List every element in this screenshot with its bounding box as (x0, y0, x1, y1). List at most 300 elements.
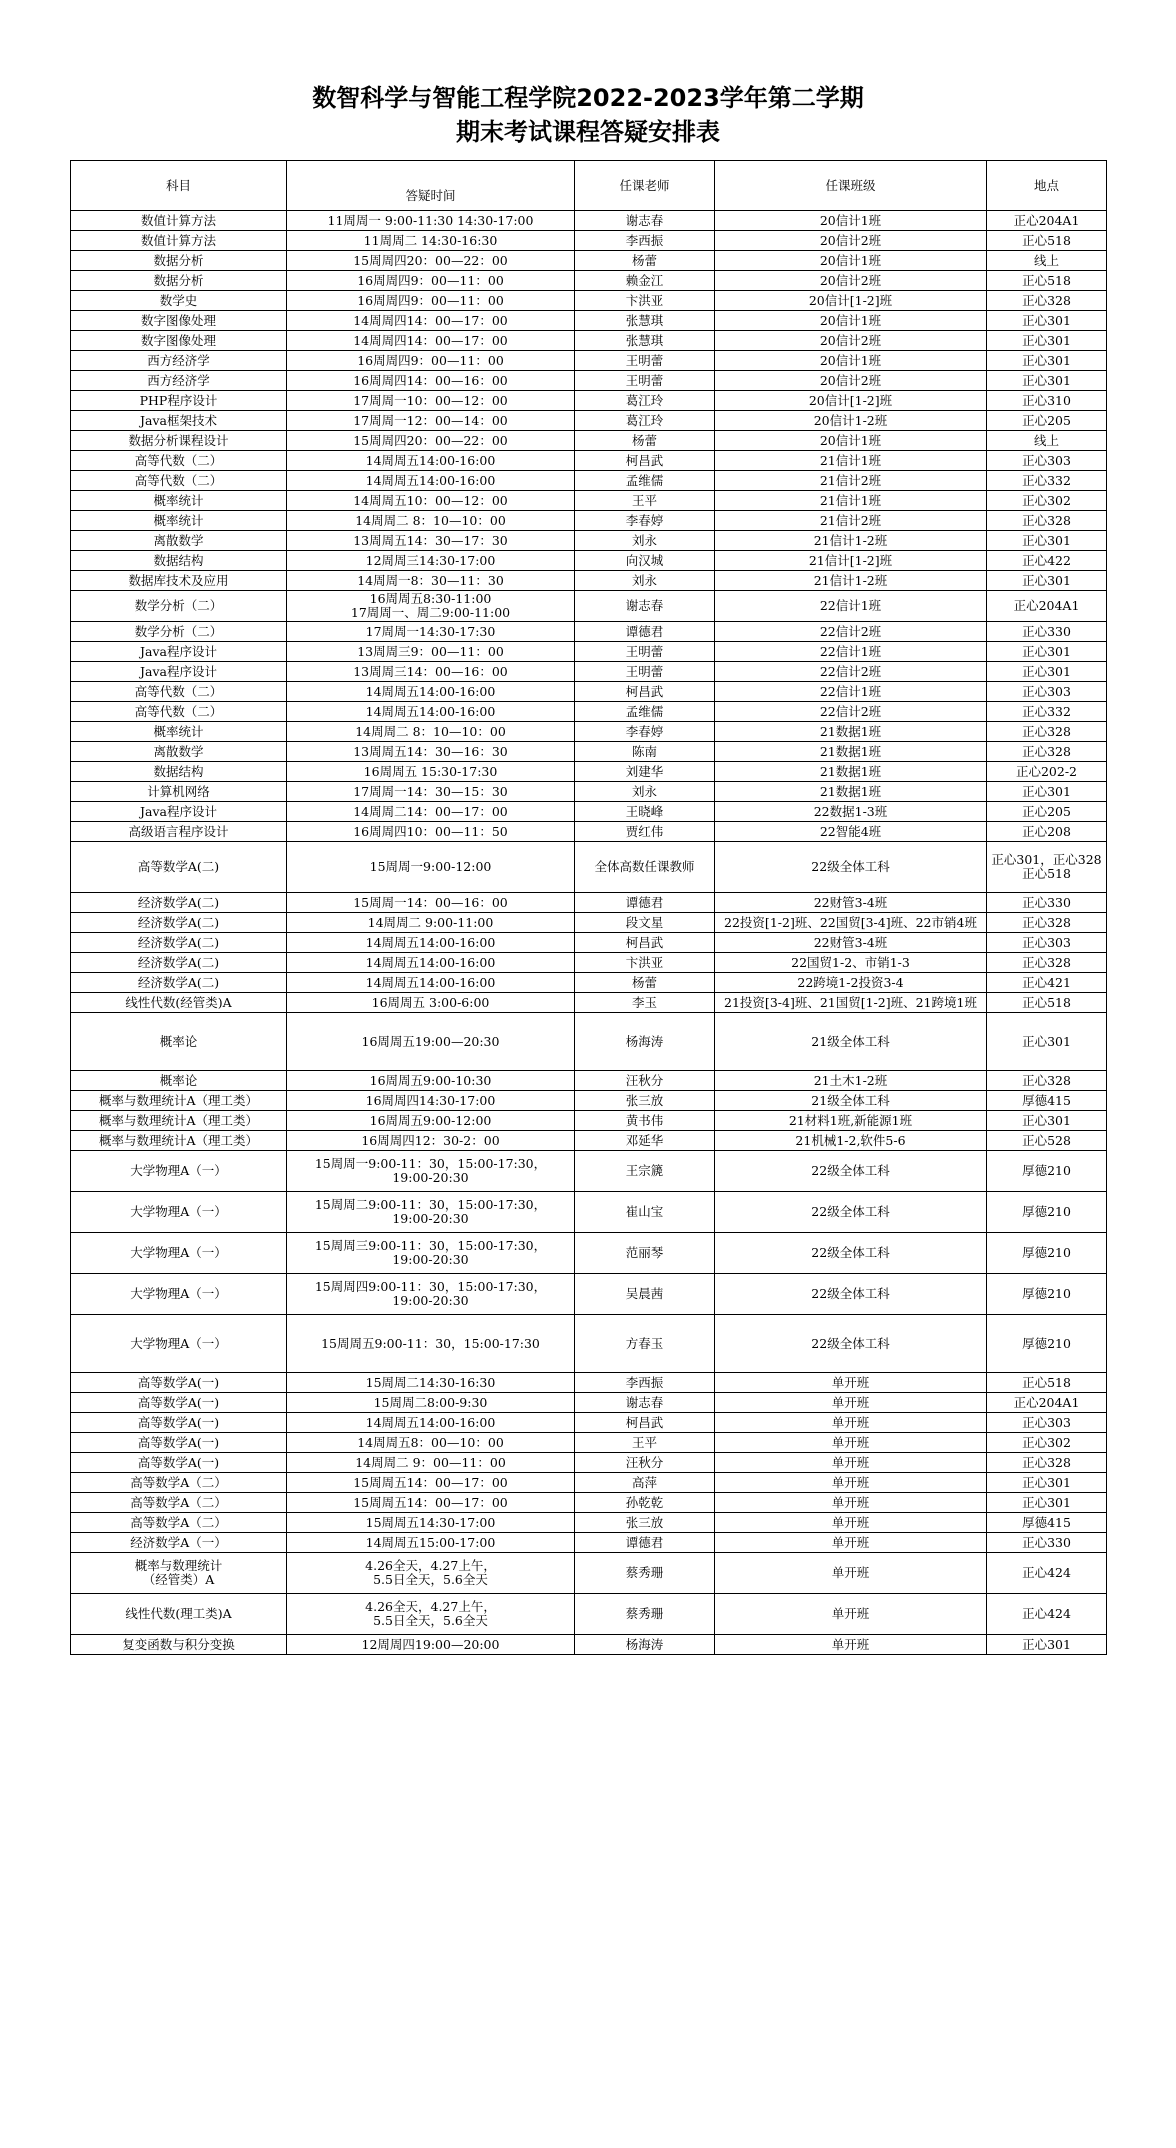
table-row (71, 893, 1107, 913)
cell-teacher: 谢志春 (575, 211, 715, 231)
cell-course: 数学分析（二） (71, 622, 287, 642)
cell-class: 21信计[1-2]班 (715, 551, 987, 571)
cell-location: 正心301 (987, 1473, 1107, 1493)
cell-class: 20信计1-2班 (715, 411, 987, 431)
cell-time: 16周周五9:00-12:00 (287, 1111, 575, 1131)
cell-location: 厚德210 (987, 1315, 1107, 1373)
table-row (71, 411, 1107, 431)
cell-location: 正心301 (987, 1635, 1107, 1655)
cell-teacher: 李西振 (575, 231, 715, 251)
table-row (71, 551, 1107, 571)
cell-teacher: 刘永 (575, 782, 715, 802)
table-row (71, 1493, 1107, 1513)
cell-class: 21土木1-2班 (715, 1071, 987, 1091)
table-row (71, 1192, 1107, 1233)
cell-course: 高等数学A(二) (71, 842, 287, 893)
cell-location: 厚德210 (987, 1233, 1107, 1274)
header-time (287, 161, 575, 211)
cell-teacher: 向汉城 (575, 551, 715, 571)
cell-location: 正心330 (987, 622, 1107, 642)
cell-time: 14周周四14：00—17：00 (287, 331, 575, 351)
table-row (71, 802, 1107, 822)
cell-course: 概率统计 (71, 491, 287, 511)
cell-course: 计算机网络 (71, 782, 287, 802)
cell-course: 经济数学A(二) (71, 893, 287, 913)
cell-teacher: 张慧琪 (575, 331, 715, 351)
cell-teacher: 王晓峰 (575, 802, 715, 822)
cell-course: 高等代数（二） (71, 682, 287, 702)
cell-class: 单开班 (715, 1493, 987, 1513)
cell-teacher: 蔡秀珊 (575, 1594, 715, 1635)
table-row (71, 1233, 1107, 1274)
cell-teacher: 杨海涛 (575, 1013, 715, 1071)
table-row (71, 291, 1107, 311)
cell-class: 20信计[1-2]班 (715, 291, 987, 311)
cell-course: 概率与数理统计A（理工类） (71, 1091, 287, 1111)
cell-teacher: 崔山宝 (575, 1192, 715, 1233)
cell-location: 正心204A1 (987, 211, 1107, 231)
cell-class: 21信计1-2班 (715, 531, 987, 551)
cell-time: 15周周五14：00—17：00 (287, 1493, 575, 1513)
cell-teacher: 柯昌武 (575, 451, 715, 471)
table-row (71, 1635, 1107, 1655)
table-row (71, 1513, 1107, 1533)
cell-course: 数据库技术及应用 (71, 571, 287, 591)
table-row (71, 622, 1107, 642)
cell-class: 22跨境1-2投资3-4 (715, 973, 987, 993)
cell-class: 22信计1班 (715, 642, 987, 662)
cell-class: 22级全体工科 (715, 1151, 987, 1192)
cell-time: 14周周二 8：10—10：00 (287, 511, 575, 531)
cell-class: 单开班 (715, 1553, 987, 1594)
cell-time: 14周周五14:00-16:00 (287, 451, 575, 471)
cell-course: 大学物理A（一） (71, 1151, 287, 1192)
cell-location: 正心328 (987, 953, 1107, 973)
table-row (71, 762, 1107, 782)
cell-teacher: 卞洪亚 (575, 953, 715, 973)
cell-teacher: 李玉 (575, 993, 715, 1013)
cell-teacher: 王平 (575, 1433, 715, 1453)
cell-location: 正心301，正心328 正心518 (987, 842, 1107, 893)
cell-course: 经济数学A(二) (71, 973, 287, 993)
cell-time: 4.26全天，4.27上午， 5.5日全天，5.6全天 (287, 1553, 575, 1594)
cell-class: 单开班 (715, 1594, 987, 1635)
cell-course: 数据分析课程设计 (71, 431, 287, 451)
table-row (71, 1111, 1107, 1131)
cell-time: 16周周四14:30-17:00 (287, 1091, 575, 1111)
cell-course: 线性代数(经管类)A (71, 993, 287, 1013)
cell-course: 经济数学A(二) (71, 953, 287, 973)
cell-time: 14周周二 9：00—11：00 (287, 1453, 575, 1473)
table-row (71, 431, 1107, 451)
table-row (71, 1091, 1107, 1111)
cell-time: 15周周五14:30-17:00 (287, 1513, 575, 1533)
cell-location: 正心301 (987, 351, 1107, 371)
table-row (71, 371, 1107, 391)
cell-course: Java程序设计 (71, 662, 287, 682)
cell-class: 21信计2班 (715, 471, 987, 491)
cell-class: 21数据1班 (715, 762, 987, 782)
cell-time: 14周周五14:00-16:00 (287, 953, 575, 973)
cell-location: 正心301 (987, 531, 1107, 551)
cell-course: 大学物理A（一） (71, 1233, 287, 1274)
cell-class: 21材料1班,新能源1班 (715, 1111, 987, 1131)
cell-time: 14周周四14：00—17：00 (287, 311, 575, 331)
cell-location: 正心332 (987, 702, 1107, 722)
table-row (71, 722, 1107, 742)
cell-course: 数学分析（二） (71, 591, 287, 622)
cell-course: 概率与数理统计 （经管类）A (71, 1553, 287, 1594)
cell-teacher: 吴晨茜 (575, 1274, 715, 1315)
cell-teacher: 汪秋分 (575, 1453, 715, 1473)
cell-course: 数值计算方法 (71, 231, 287, 251)
cell-course: Java程序设计 (71, 802, 287, 822)
cell-course: 高等数学A(一) (71, 1413, 287, 1433)
cell-teacher: 张三放 (575, 1091, 715, 1111)
cell-location: 正心310 (987, 391, 1107, 411)
cell-time: 15周周五14：00—17：00 (287, 1473, 575, 1493)
cell-location: 正心328 (987, 1453, 1107, 1473)
cell-class: 22信计1班 (715, 682, 987, 702)
cell-class: 20信计1班 (715, 251, 987, 271)
cell-course: 高等代数（二） (71, 451, 287, 471)
table-row (71, 913, 1107, 933)
cell-class: 22信计2班 (715, 622, 987, 642)
cell-course: 高等数学A(一) (71, 1373, 287, 1393)
table-row (71, 251, 1107, 271)
cell-course: 数据结构 (71, 762, 287, 782)
cell-course: 离散数学 (71, 742, 287, 762)
cell-time: 14周周五14:00-16:00 (287, 933, 575, 953)
cell-teacher: 方春玉 (575, 1315, 715, 1373)
cell-course: 高等数学A(一) (71, 1393, 287, 1413)
cell-location: 正心518 (987, 1373, 1107, 1393)
cell-class: 22级全体工科 (715, 1274, 987, 1315)
cell-location: 厚德210 (987, 1192, 1107, 1233)
cell-time: 16周周五9:00-10:30 (287, 1071, 575, 1091)
cell-location: 正心328 (987, 291, 1107, 311)
cell-location: 正心301 (987, 662, 1107, 682)
cell-location: 线上 (987, 431, 1107, 451)
cell-class: 20信计2班 (715, 371, 987, 391)
cell-teacher: 柯昌武 (575, 682, 715, 702)
cell-time: 14周周五14:00-16:00 (287, 702, 575, 722)
cell-class: 20信计1班 (715, 211, 987, 231)
cell-class: 20信计1班 (715, 311, 987, 331)
cell-location: 正心301 (987, 571, 1107, 591)
cell-teacher: 谢志春 (575, 591, 715, 622)
cell-teacher: 谭德君 (575, 893, 715, 913)
table-row (71, 1373, 1107, 1393)
cell-time: 14周周五10：00—12：00 (287, 491, 575, 511)
cell-teacher: 杨海涛 (575, 1635, 715, 1655)
cell-time: 16周周四9：00—11：00 (287, 291, 575, 311)
cell-teacher: 刘建华 (575, 762, 715, 782)
table-row (71, 953, 1107, 973)
cell-teacher: 张三放 (575, 1513, 715, 1533)
cell-class: 22数据1-3班 (715, 802, 987, 822)
cell-teacher: 杨蕾 (575, 973, 715, 993)
cell-time: 13周周五14：30—17：30 (287, 531, 575, 551)
cell-course: 高等数学A（二） (71, 1513, 287, 1533)
cell-class: 22财管3-4班 (715, 933, 987, 953)
cell-course: 概率统计 (71, 511, 287, 531)
cell-class: 22财管3-4班 (715, 893, 987, 913)
table-row (71, 822, 1107, 842)
cell-location: 厚德210 (987, 1274, 1107, 1315)
cell-class: 22级全体工科 (715, 1192, 987, 1233)
cell-teacher: 邓延华 (575, 1131, 715, 1151)
table-row (71, 591, 1107, 622)
cell-location: 正心518 (987, 993, 1107, 1013)
table-row (71, 1131, 1107, 1151)
table-row (71, 1433, 1107, 1453)
cell-teacher: 柯昌武 (575, 1413, 715, 1433)
cell-location: 正心301 (987, 1493, 1107, 1513)
cell-course: 大学物理A（一） (71, 1315, 287, 1373)
cell-class: 21级全体工科 (715, 1091, 987, 1111)
table-row (71, 311, 1107, 331)
cell-location: 正心301 (987, 371, 1107, 391)
cell-teacher: 黄书伟 (575, 1111, 715, 1131)
cell-location: 正心424 (987, 1594, 1107, 1635)
cell-location: 正心302 (987, 1433, 1107, 1453)
cell-location: 正心528 (987, 1131, 1107, 1151)
cell-course: Java框架技术 (71, 411, 287, 431)
cell-course: 线性代数(理工类)A (71, 1594, 287, 1635)
header-teacher: 任课老师 (575, 161, 715, 211)
table-row (71, 1473, 1107, 1493)
cell-course: 概率与数理统计A（理工类） (71, 1131, 287, 1151)
table-row (71, 682, 1107, 702)
cell-teacher: 谭德君 (575, 1533, 715, 1553)
cell-course: 数字图像处理 (71, 331, 287, 351)
cell-location: 正心303 (987, 933, 1107, 953)
cell-time: 11周周一 9:00-11:30 14:30-17:00 (287, 211, 575, 231)
table-row (71, 331, 1107, 351)
cell-teacher: 王平 (575, 491, 715, 511)
cell-class: 21信计1-2班 (715, 571, 987, 591)
cell-class: 21投资[3-4]班、21国贸[1-2]班、21跨境1班 (715, 993, 987, 1013)
cell-time: 17周周一14：30—15：30 (287, 782, 575, 802)
cell-time: 17周周一14:30-17:30 (287, 622, 575, 642)
cell-class: 22信计2班 (715, 702, 987, 722)
cell-teacher: 杨蕾 (575, 251, 715, 271)
cell-time: 15周周一9:00-11：30，15:00-17:30， 19:00-20:30 (287, 1151, 575, 1192)
cell-course: 高级语言程序设计 (71, 822, 287, 842)
cell-time: 16周周五 3:00-6:00 (287, 993, 575, 1013)
cell-time: 14周周五15:00-17:00 (287, 1533, 575, 1553)
table-row (71, 842, 1107, 893)
cell-teacher: 李春婷 (575, 722, 715, 742)
cell-course: 概率统计 (71, 722, 287, 742)
cell-teacher: 汪秋分 (575, 1071, 715, 1091)
cell-teacher: 李春婷 (575, 511, 715, 531)
cell-course: 数值计算方法 (71, 211, 287, 231)
cell-teacher: 王明蕾 (575, 662, 715, 682)
cell-location: 正心301 (987, 642, 1107, 662)
table-header-row (71, 161, 1107, 211)
cell-time: 15周周二9:00-11：30，15:00-17:30， 19:00-20:30 (287, 1192, 575, 1233)
cell-time: 17周周一10：00—12：00 (287, 391, 575, 411)
header-class: 任课班级 (715, 161, 987, 211)
cell-location: 正心301 (987, 782, 1107, 802)
table-row (71, 642, 1107, 662)
table-row (71, 351, 1107, 371)
cell-teacher: 谭德君 (575, 622, 715, 642)
cell-location: 正心332 (987, 471, 1107, 491)
cell-location: 正心301 (987, 1111, 1107, 1131)
cell-course: 大学物理A（一） (71, 1192, 287, 1233)
cell-teacher: 卞洪亚 (575, 291, 715, 311)
table-row (71, 571, 1107, 591)
cell-time: 15周周一14：00—16：00 (287, 893, 575, 913)
cell-teacher: 李西振 (575, 1373, 715, 1393)
cell-course: 高等代数（二） (71, 702, 287, 722)
cell-class: 20信计2班 (715, 331, 987, 351)
table-row (71, 742, 1107, 762)
table-row (71, 993, 1107, 1013)
cell-time: 15周周三9:00-11：30，15:00-17:30， 19:00-20:30 (287, 1233, 575, 1274)
cell-location: 厚德210 (987, 1151, 1107, 1192)
cell-teacher: 王宗篪 (575, 1151, 715, 1192)
cell-class: 单开班 (715, 1413, 987, 1433)
cell-class: 21数据1班 (715, 722, 987, 742)
cell-time: 16周周四12：30-2：00 (287, 1131, 575, 1151)
cell-location: 正心204A1 (987, 1393, 1107, 1413)
cell-location: 正心301 (987, 1013, 1107, 1071)
cell-course: 高等数学A(一) (71, 1453, 287, 1473)
cell-location: 厚德415 (987, 1091, 1107, 1111)
table-row (71, 1071, 1107, 1091)
cell-class: 21信计1班 (715, 451, 987, 471)
cell-class: 单开班 (715, 1393, 987, 1413)
cell-class: 22级全体工科 (715, 1315, 987, 1373)
table-row (71, 1453, 1107, 1473)
cell-time: 15周周一9:00-12:00 (287, 842, 575, 893)
cell-course: 概率论 (71, 1013, 287, 1071)
cell-time: 14周周二 9:00-11:00 (287, 913, 575, 933)
table-row (71, 451, 1107, 471)
cell-time: 12周周四19:00—20:00 (287, 1635, 575, 1655)
cell-location: 正心204A1 (987, 591, 1107, 622)
cell-location: 厚德415 (987, 1513, 1107, 1533)
cell-location: 正心205 (987, 411, 1107, 431)
page-title: 数智科学与智能工程学院2022-2023学年第二学期 (312, 84, 864, 112)
cell-time: 14周周五14:00-16:00 (287, 682, 575, 702)
table-row (71, 1553, 1107, 1594)
cell-class: 单开班 (715, 1373, 987, 1393)
table-row (71, 211, 1107, 231)
table-row (71, 271, 1107, 291)
cell-time: 15周周四20：00—22：00 (287, 251, 575, 271)
cell-time: 13周周五14：30—16：30 (287, 742, 575, 762)
cell-time: 15周周二14:30-16:30 (287, 1373, 575, 1393)
cell-course: 西方经济学 (71, 371, 287, 391)
cell-course: 经济数学A（一） (71, 1533, 287, 1553)
cell-location: 正心424 (987, 1553, 1107, 1594)
cell-time: 4.26全天，4.27上午， 5.5日全天，5.6全天 (287, 1594, 575, 1635)
cell-time: 13周周三14：00—16：00 (287, 662, 575, 682)
cell-course: 复变函数与积分变换 (71, 1635, 287, 1655)
cell-course: 高等数学A（二） (71, 1473, 287, 1493)
cell-time: 14周周五14:00-16:00 (287, 1413, 575, 1433)
cell-teacher: 柯昌武 (575, 933, 715, 953)
cell-time: 12周周三14:30-17:00 (287, 551, 575, 571)
cell-teacher: 刘永 (575, 531, 715, 551)
cell-time: 16周周四9：00—11：00 (287, 271, 575, 291)
cell-time: 15周周五9:00-11：30，15:00-17:30 (287, 1315, 575, 1373)
cell-class: 20信计1班 (715, 351, 987, 371)
cell-teacher: 贾红伟 (575, 822, 715, 842)
cell-time: 13周周三9：00—11：00 (287, 642, 575, 662)
table-row (71, 511, 1107, 531)
cell-time: 16周周四10：00—11：50 (287, 822, 575, 842)
cell-class: 22级全体工科 (715, 842, 987, 893)
cell-teacher: 葛江玲 (575, 391, 715, 411)
cell-location: 正心301 (987, 331, 1107, 351)
cell-class: 20信计2班 (715, 271, 987, 291)
cell-course: 高等数学A（二） (71, 1493, 287, 1513)
cell-class: 单开班 (715, 1635, 987, 1655)
cell-teacher: 王明蕾 (575, 642, 715, 662)
cell-class: 20信计2班 (715, 231, 987, 251)
cell-location: 线上 (987, 251, 1107, 271)
cell-time: 16周周五8:30-11:00 17周周一、周二9:00-11:00 (287, 591, 575, 622)
cell-time: 16周周五 15:30-17:30 (287, 762, 575, 782)
cell-class: 单开班 (715, 1473, 987, 1493)
cell-location: 正心328 (987, 722, 1107, 742)
cell-class: 21级全体工科 (715, 1013, 987, 1071)
cell-teacher: 张慧琪 (575, 311, 715, 331)
cell-class: 21数据1班 (715, 742, 987, 762)
cell-time: 14周周五14:00-16:00 (287, 973, 575, 993)
cell-teacher: 孙乾乾 (575, 1493, 715, 1513)
cell-teacher: 蔡秀珊 (575, 1553, 715, 1594)
cell-course: 数学史 (71, 291, 287, 311)
cell-time: 11周周二 14:30-16:30 (287, 231, 575, 251)
page-subtitle: 期末考试课程答疑安排表 (456, 118, 720, 146)
cell-course: 高等代数（二） (71, 471, 287, 491)
cell-location: 正心302 (987, 491, 1107, 511)
cell-teacher: 杨蕾 (575, 431, 715, 451)
table-row (71, 1013, 1107, 1071)
table-row (71, 1533, 1107, 1553)
cell-location: 正心518 (987, 271, 1107, 291)
table-row (71, 231, 1107, 251)
table-row (71, 1315, 1107, 1373)
cell-class: 21信计2班 (715, 511, 987, 531)
cell-time: 14周周二 8：10—10：00 (287, 722, 575, 742)
cell-location: 正心303 (987, 451, 1107, 471)
table-row (71, 391, 1107, 411)
cell-class: 21机械1-2,软件5-6 (715, 1131, 987, 1151)
cell-class: 22国贸1-2、市销1-3 (715, 953, 987, 973)
table-row (71, 491, 1107, 511)
cell-location: 正心422 (987, 551, 1107, 571)
cell-course: 高等数学A(一) (71, 1433, 287, 1453)
cell-location: 正心208 (987, 822, 1107, 842)
cell-class: 22智能4班 (715, 822, 987, 842)
cell-location: 正心301 (987, 311, 1107, 331)
cell-course: 概率论 (71, 1071, 287, 1091)
cell-class: 22级全体工科 (715, 1233, 987, 1274)
table-row (71, 1393, 1107, 1413)
cell-class: 20信计1班 (715, 431, 987, 451)
cell-teacher: 高萍 (575, 1473, 715, 1493)
cell-teacher: 孟维儒 (575, 471, 715, 491)
cell-location: 正心328 (987, 742, 1107, 762)
